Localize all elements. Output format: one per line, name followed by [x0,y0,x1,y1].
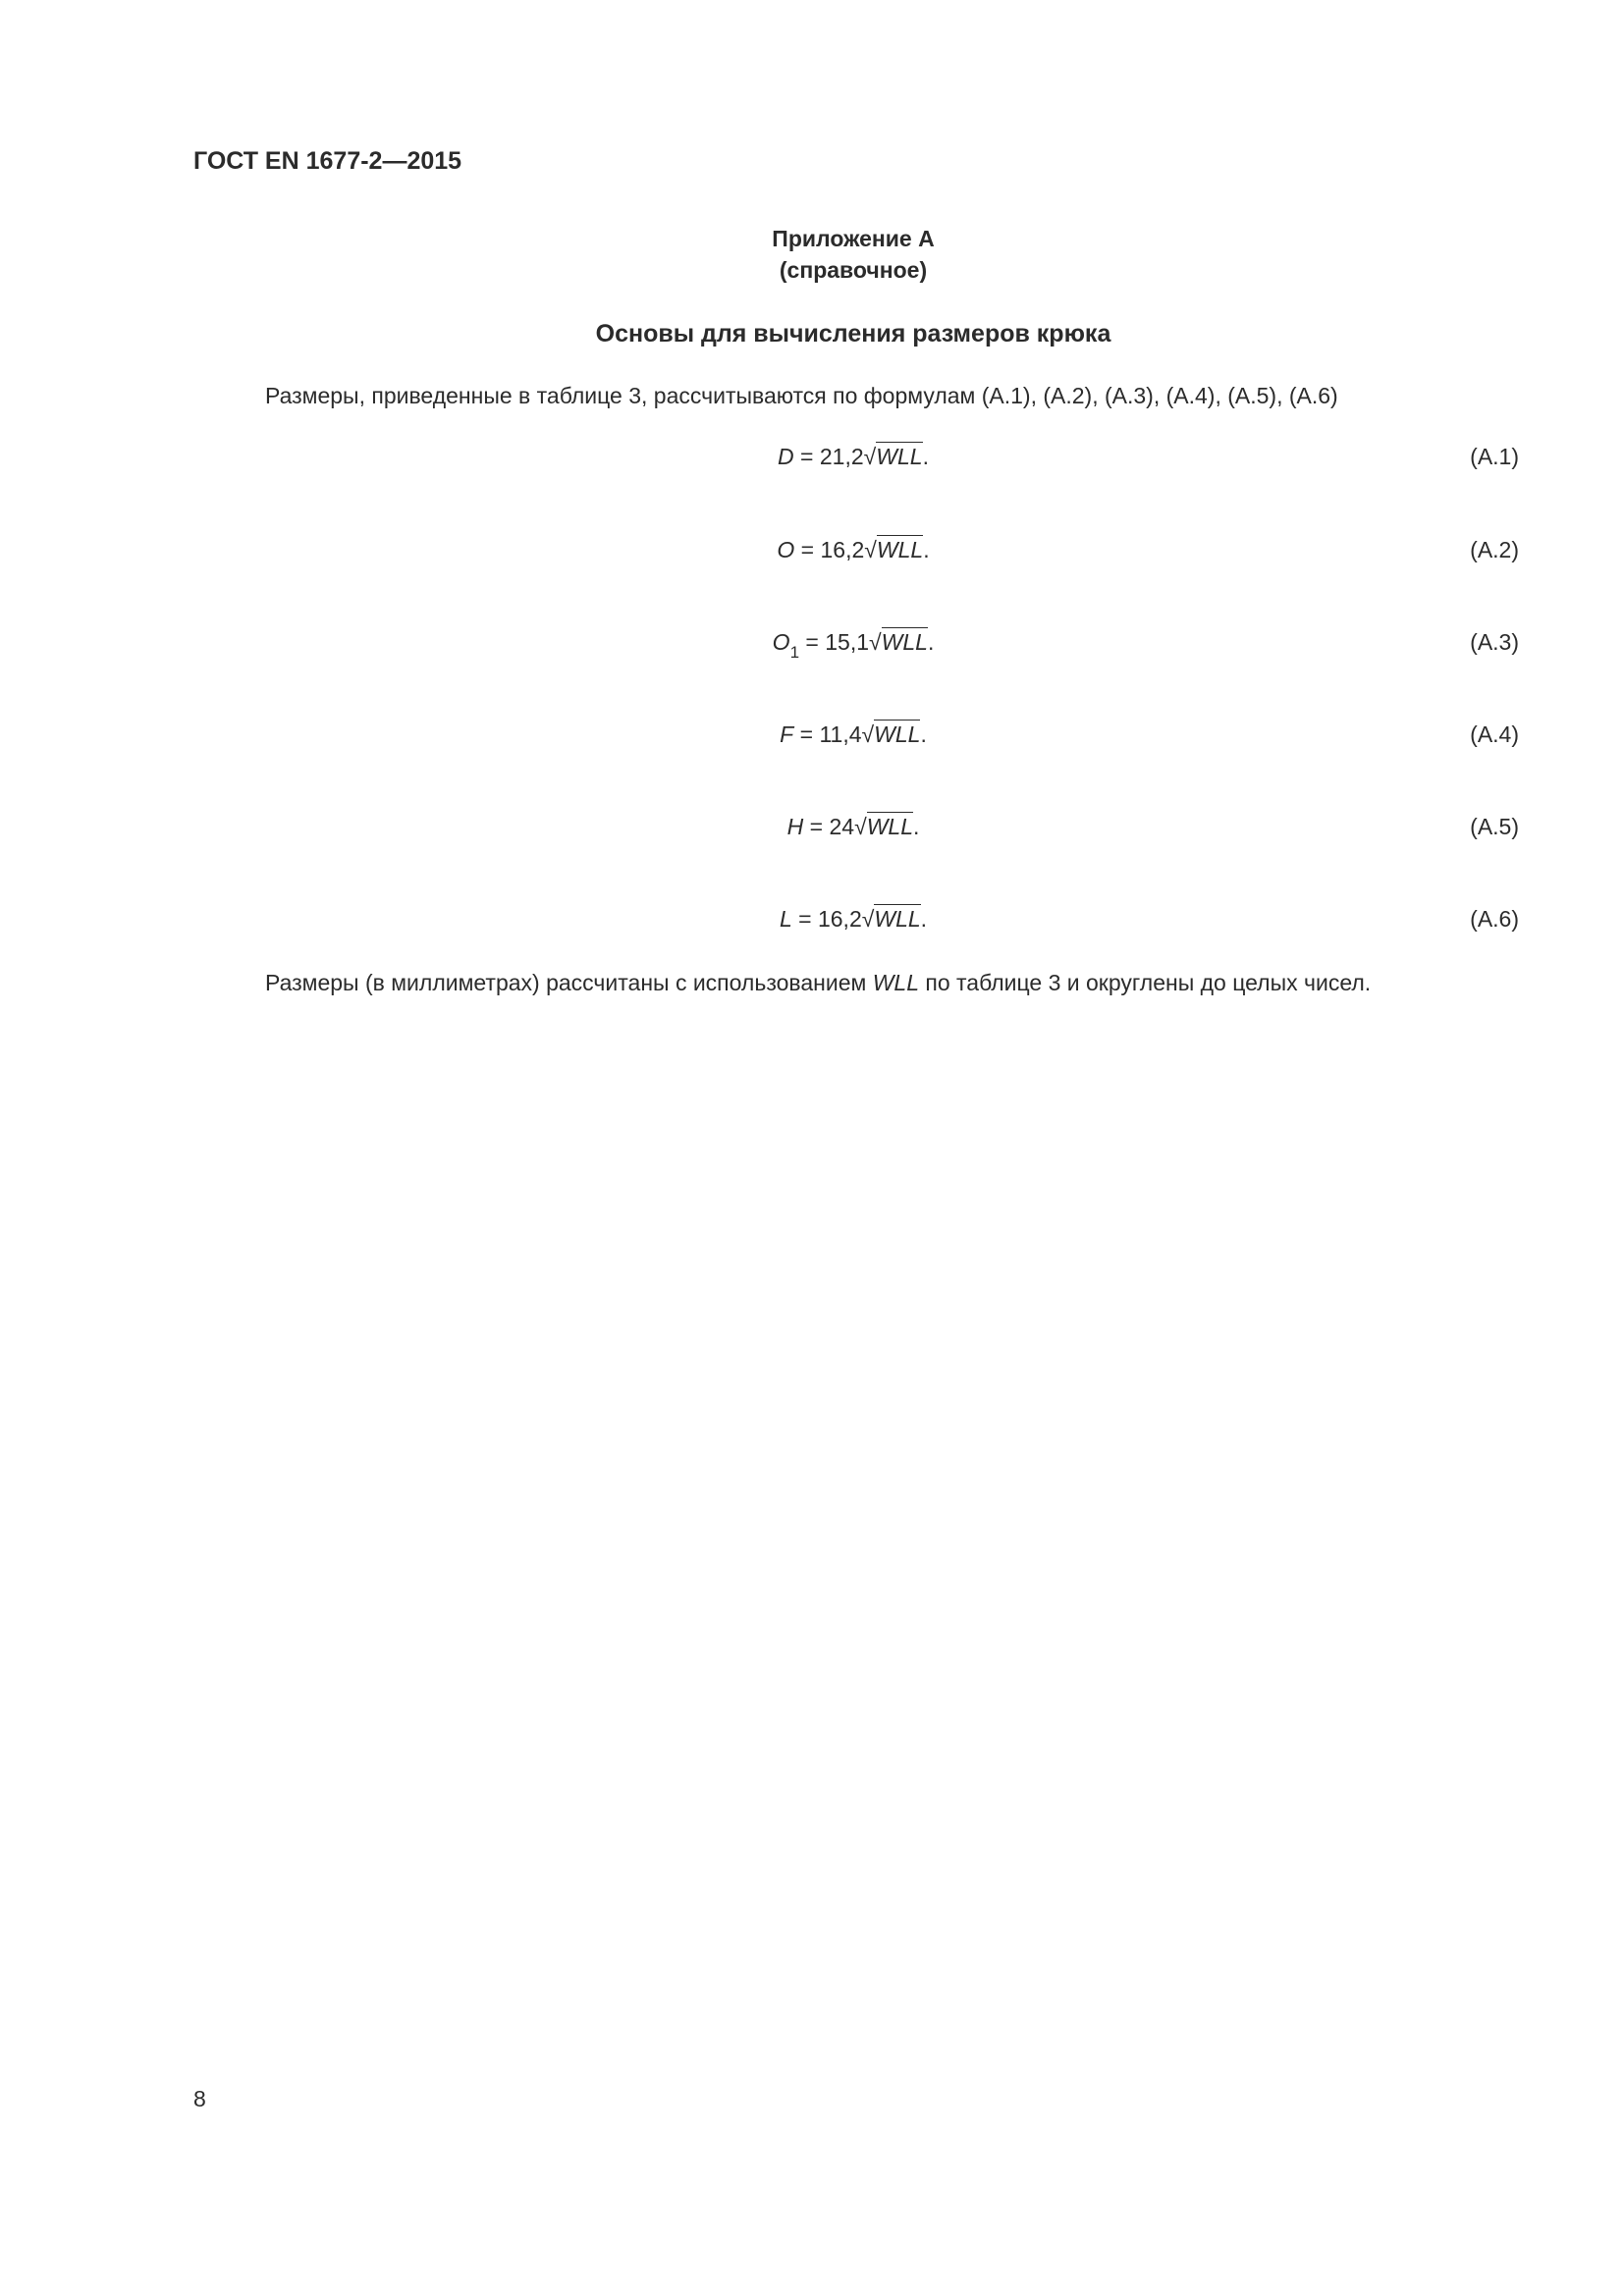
formula-subscript: 1 [789,643,800,662]
section-title: Основы для вычисления размеров крюка [595,320,1111,347]
equation-number: (А.2) [1470,537,1519,562]
page-number: 8 [193,2086,206,2111]
formula-radicand: WLL [866,814,913,839]
conclusion-term: WLL [872,970,919,995]
formula-a3: $O_1 = 15,1√WLL$. [772,629,935,662]
formula-a2: O = 16,2√WLL. [777,537,930,562]
equation-number: (А.4) [1470,721,1519,747]
formula-radicand: WLL [876,537,924,562]
intro-paragraph: Размеры, приведенные в таблице 3, рассчитываются по формулам (А.1), (А.2), (А.3), (А.4), (А.5), (А.6) [265,383,1338,408]
formula-tail: . [912,814,920,839]
formula-coefficient: 16,2 [820,537,865,562]
formula-coefficient: 24 [829,814,855,839]
formula-coefficient: 16,2 [817,906,862,932]
formula-coefficient: 15,1 [825,629,870,655]
equation-number: (А.6) [1470,906,1519,932]
formula-variable: D [778,444,794,469]
sqrt-icon: √ [863,444,877,469]
annex-title: Приложение А [772,226,935,251]
formula-tail: . [927,629,935,655]
formula-variable: H [786,814,804,839]
sqrt-icon: √ [869,629,882,655]
formula-a6: L = 16,2√WLL. [779,906,928,932]
formula-radicand: WLL [876,444,923,469]
sqrt-icon: √ [861,906,875,932]
formula-radicand: WLL [881,629,928,655]
formula-a1: D = 21,2√WLL. [778,444,929,469]
formula-variable: O [777,537,795,562]
conclusion-paragraph [265,970,1371,996]
formula-variable: L [779,906,792,932]
formula-coefficient: 11,4 [819,721,862,747]
document-header: ГОСТ EN 1677-2—2015 [193,147,462,175]
sqrt-icon: √ [861,721,875,747]
sqrt-icon: √ [864,537,877,562]
formula-a4: F = 11,4√WLL. [780,721,927,747]
formula-tail: . [923,537,930,562]
conclusion-text-after: по таблице 3 и округлены до целых чисел. [919,970,1372,995]
conclusion-text-before: Размеры (в миллиметрах) рассчитаны с использованием [265,970,873,995]
formula-radicand: WLL [874,721,921,747]
equation-number: (А.5) [1470,814,1519,839]
formula-tail: . [920,721,927,747]
formula-variable: O [772,629,790,655]
formula-variable: F [780,721,794,747]
equation-number: (А.3) [1470,629,1519,655]
formula-coefficient: 21,2 [819,444,864,469]
formula-tail: . [922,444,929,469]
formula-radicand: WLL [874,906,921,932]
equation-number: (А.1) [1470,444,1519,469]
formula-tail: . [920,906,928,932]
sqrt-icon: √ [854,814,867,839]
formula-a5: H = 24√WLL. [786,814,920,839]
annex-type: (справочное) [779,257,928,283]
